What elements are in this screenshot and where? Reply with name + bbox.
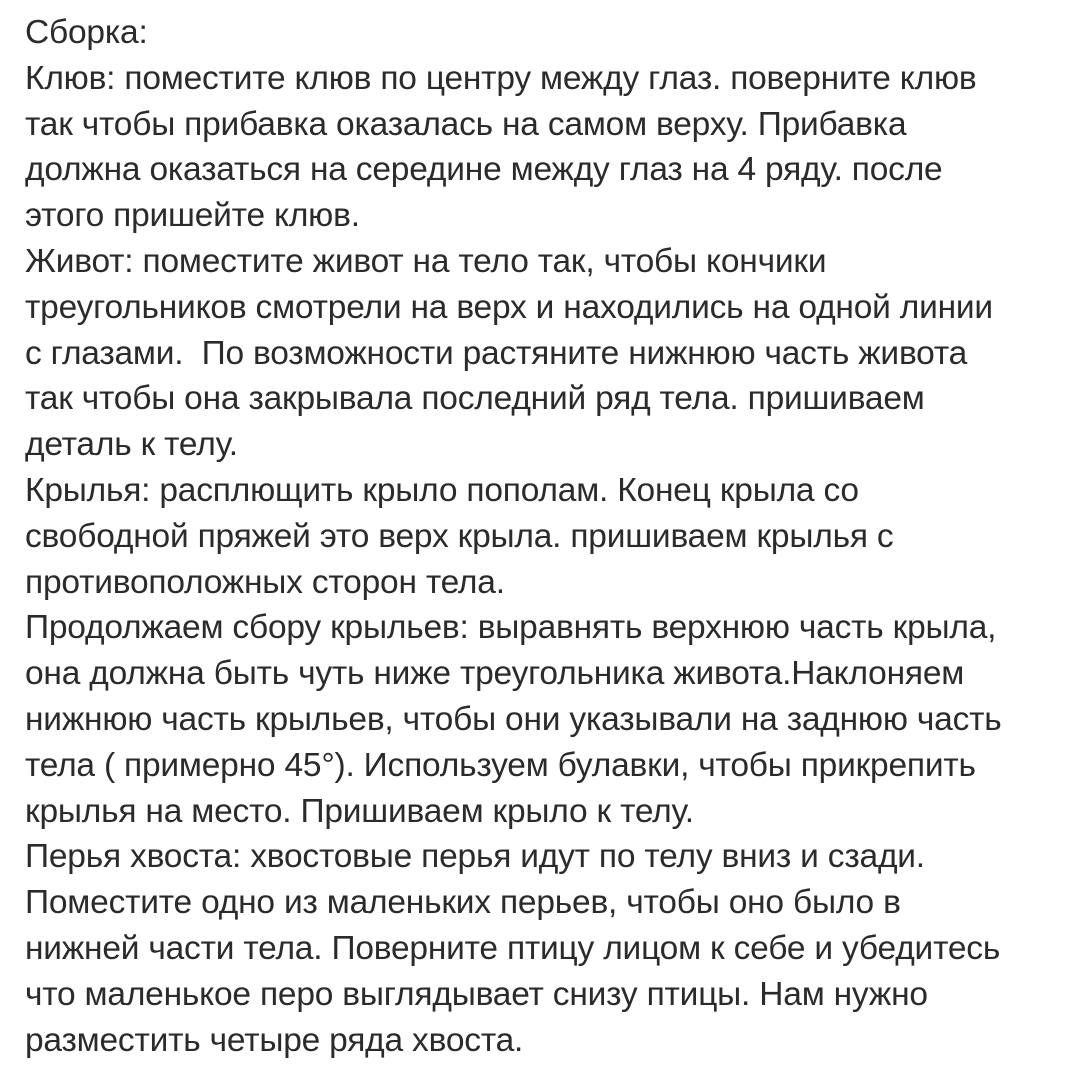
text-line: крылья на место. Пришиваем крыло к телу. <box>25 792 694 830</box>
text-line: нижнюю часть крыльев, чтобы они указывали на заднюю часть <box>25 700 1002 738</box>
text-line: так чтобы прибавка оказалась на самом верху. Прибавка <box>25 105 907 143</box>
text-line-title: Сборка: <box>25 14 148 51</box>
text-line: нижней части тела. Поверните птицу лицом к себе и убедитесь <box>25 929 1001 967</box>
assembly-instructions-text <box>25 10 1070 1063</box>
text-line: Перья хвоста: хвостовые перья идут по телу вниз и сзади. <box>25 838 925 876</box>
text-line: Продолжаем сбору крыльев: выравнять верхнюю часть крыла, <box>25 609 997 647</box>
text-line: противоположных сторон тела. <box>25 563 505 601</box>
text-line: Крылья: расплющить крыло пополам. Конец крыла со <box>25 471 859 509</box>
text-line: должна оказаться на середине между глаз на 4 ряду. после <box>25 151 943 189</box>
text-line: Поместите одно из маленьких перьев, чтобы оно было в <box>25 884 901 922</box>
text-line: треугольников смотрели на верх и находились на одной линии <box>25 288 993 326</box>
text-line: Живот: поместите живот на тело так, чтобы кончики <box>25 242 827 280</box>
text-line: свободной пряжей это верх крыла. пришиваем крылья с <box>25 517 894 555</box>
text-line: она должна быть чуть ниже треугольника живота.Наклоняем <box>25 655 965 693</box>
text-line: с глазами. По возможности растяните нижнюю часть живота <box>25 334 968 372</box>
text-line: этого пришейте клюв. <box>25 197 360 235</box>
text-line: так чтобы она закрывала последний ряд тела. пришиваем <box>25 380 925 418</box>
text-line: Клюв: поместите клюв по центру между глаз. поверните клюв <box>25 59 977 97</box>
text-line: что маленькое перо выглядывает снизу птицы. Нам нужно <box>25 975 928 1013</box>
text-line: деталь к телу. <box>25 426 238 464</box>
text-line: тела ( примерно 45°). Используем булавки, чтобы прикрепить <box>25 746 976 784</box>
text-line: разместить четыре ряда хвоста. <box>25 1021 524 1059</box>
